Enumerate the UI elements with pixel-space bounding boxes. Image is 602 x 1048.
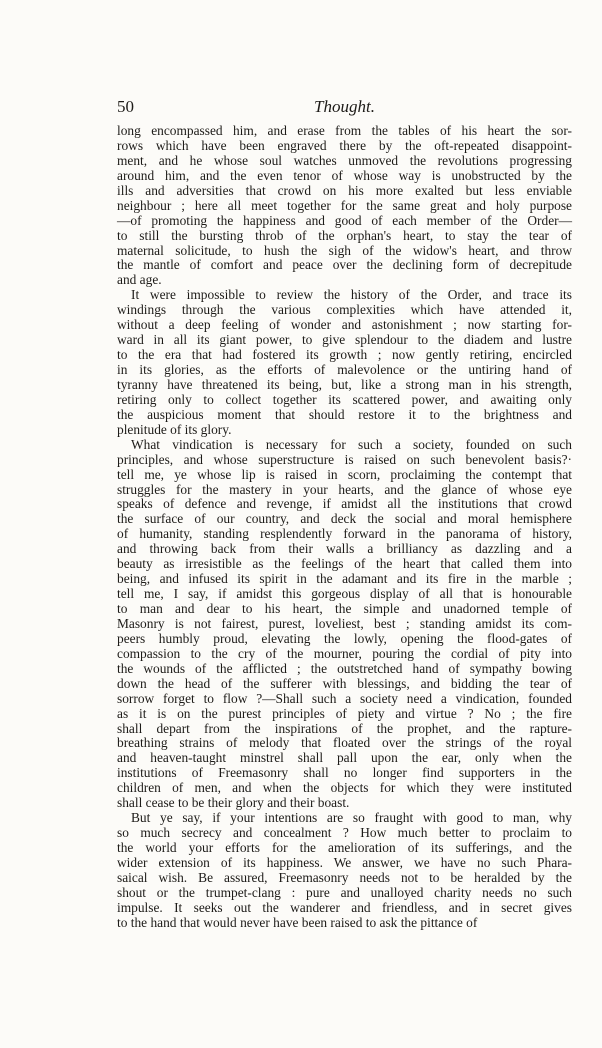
text-line: tyranny have threatened its being, but, like a strong man in his strength, bbox=[117, 376, 572, 392]
text-line: struggles for the mastery in your hearts, and the glance of whose eye bbox=[117, 481, 572, 497]
text-line: —of promoting the happiness and good of each member of the Order— bbox=[117, 212, 572, 228]
text-line: impulse. It seeks out the wanderer and friendless, and in secret gives bbox=[117, 899, 572, 915]
text-line: the mantle of comfort and peace over the declining form of decrepitude bbox=[117, 257, 572, 273]
text-line: What vindication is necessary for such a society, founded on such bbox=[131, 436, 572, 452]
text-line: children of men, and when the objects for which they were instituted bbox=[117, 780, 572, 796]
paragraph bbox=[117, 811, 572, 931]
text-line: rows which have been engraved there by the oft-repeated disappoint- bbox=[117, 137, 572, 153]
page-header bbox=[117, 97, 572, 123]
text-line: plenitude of its glory. bbox=[117, 421, 232, 437]
text-line: and age. bbox=[117, 272, 162, 288]
text-line: principles, and whose superstructure is raised on such benevolent basis?· bbox=[117, 451, 572, 467]
text-line: neighbour ; here all meet together for the same great and holy purpose bbox=[117, 197, 572, 213]
text-line: the surface of our country, and deck the social and moral hemisphere bbox=[117, 511, 572, 527]
text-line: to the era that had fostered its growth ; now gently retiring, encircled bbox=[117, 347, 572, 363]
text-line: shout or the trumpet-clang : pure and unalloyed charity needs no such bbox=[117, 884, 572, 900]
text-line: as it is on the purest principles of piety and virtue ? No ; the fire bbox=[117, 705, 572, 721]
text-line: maternal solicitude, to hush the sigh of the widow's heart, and throw bbox=[117, 242, 572, 258]
text-line: compassion to the cry of the mourner, pouring the cordial of pity into bbox=[117, 645, 572, 661]
text-line: institutions of Freemasonry shall no longer find supporters in the bbox=[117, 765, 572, 781]
text-line: without a deep feeling of wonder and astonishment ; now starting for- bbox=[117, 317, 572, 333]
text-line: around him, and the even tenor of whose way is unobstructed by the bbox=[117, 167, 572, 183]
page-number: 50 bbox=[117, 97, 134, 116]
text-line: shall cease to be their glory and their boast. bbox=[117, 795, 350, 811]
text-line: of humanity, standing resplendently forward in the panorama of history, bbox=[117, 526, 572, 542]
text-line: tell me, I say, if amidst this gorgeous display of all that is honourable bbox=[117, 586, 572, 602]
text-line: ward in all its giant power, to give splendour to the diadem and lustre bbox=[117, 332, 572, 348]
text-line: ills and adversities that crowd on his more exalted but less enviable bbox=[117, 182, 572, 198]
text-line: so much secrecy and concealment ? How much better to proclaim to bbox=[117, 825, 572, 841]
text-line: sorrow forget to flow ?—Shall such a society need a vindication, founded bbox=[117, 690, 572, 706]
text-line: and throwing back from their walls a brilliancy as dazzling and a bbox=[117, 541, 572, 557]
text-line: breathing strains of melody that floated over the strings of the royal bbox=[117, 735, 572, 751]
text-line: to the hand that would never have been raised to ask the pittance of bbox=[117, 914, 478, 930]
text-line: windings through the various complexities which have attended it, bbox=[117, 302, 572, 318]
text-line: Masonry is not fairest, purest, loveliest, best ; standing amidst its com- bbox=[117, 615, 572, 631]
running-title: Thought. bbox=[314, 97, 375, 116]
text-line: the world your efforts for the amelioration of its sufferings, and the bbox=[117, 840, 572, 855]
text-line: It were impossible to review the history of the Order, and trace its bbox=[131, 287, 572, 303]
text-line: being, and infused its spirit in the adamant and its fire in the marble ; bbox=[117, 571, 572, 587]
text-line: down the head of the sufferer with blessings, and bidding the tear of bbox=[117, 675, 572, 691]
text-line: But ye say, if your intentions are so fraught with good to man, why bbox=[131, 810, 572, 826]
text-line: to man and dear to his heart, the simple and unadorned temple of bbox=[117, 601, 572, 616]
text-line: the auspicious moment that should restore it to the brightness and bbox=[117, 406, 572, 422]
text-line: long encompassed him, and erase from the tables of his heart the sor- bbox=[117, 123, 572, 138]
text-line: and heaven-taught minstrel shall pall upon the ear, only when the bbox=[117, 750, 572, 766]
paragraph bbox=[117, 438, 572, 811]
text-line: retiring only to collect together its scattered power, and awaiting only bbox=[117, 391, 572, 407]
text-line: in its glories, as the efforts of malevolence or the untiring hand of bbox=[117, 362, 572, 377]
body-text bbox=[117, 124, 572, 931]
text-line: speaks of defence and revenge, if amidst all the institutions that crowd bbox=[117, 496, 572, 512]
text-line: beauty as irresistible as the feelings of the heart that called them into bbox=[117, 556, 572, 572]
text-line: ment, and he whose soul watches unmoved the revolutions progressing bbox=[117, 152, 572, 168]
text-line: wider extension of its happiness. We answer, we have no such Phara- bbox=[117, 854, 572, 870]
text-line: shall depart from the inspirations of the prophet, and the rapture- bbox=[117, 720, 572, 736]
text-line: saical wish. Be assured, Freemasonry needs not to be heralded by the bbox=[117, 869, 572, 885]
text-line: to still the bursting throb of the orphan's heart, to stay the tear of bbox=[117, 227, 572, 243]
text-line: the wounds of the afflicted ; the outstretched hand of sympathy bowing bbox=[117, 660, 572, 676]
paragraph bbox=[117, 124, 572, 288]
paragraph bbox=[117, 288, 572, 437]
text-line: peers humbly proud, elevating the lowly, opening the flood-gates of bbox=[117, 630, 572, 646]
text-line: tell me, ye whose lip is raised in scorn, proclaiming the contempt that bbox=[117, 466, 572, 482]
